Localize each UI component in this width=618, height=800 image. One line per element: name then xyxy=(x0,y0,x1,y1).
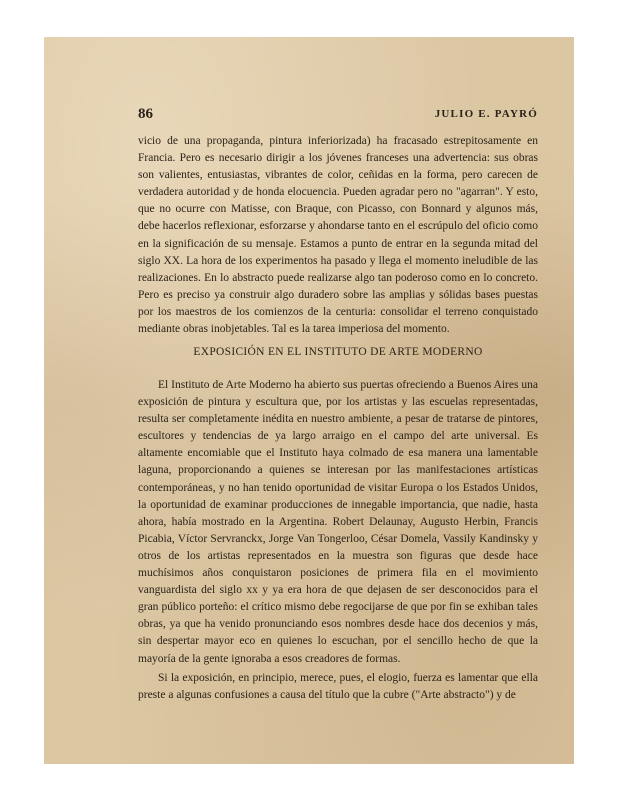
page-header xyxy=(138,106,538,126)
page-number: 86 xyxy=(138,106,153,122)
text-block-1 xyxy=(138,133,538,338)
paragraph-2: El Instituto de Arte Moderno ha abierto sus puertas ofreciendo a Buenos Aires una exposición de pintura y escultura que, por los artistas y las escuelas representadas, resulta ser completamente inédita en nuestro ambiente, a pesar de tratarse de pintores, escultores y tendencias de ya largo arraigo en el campo del arte universal. Es altamente encomiable que el Instituto haya colmado de esa manera una lamentable laguna, proporcionando a quienes se interesan por las manifestaciones artísticas contemporáneas, y no han tenido oportunidad de visitar Europa o los Estados Unidos, la oportunidad de examinar producciones de innegable importancia, que nadie, hasta ahora, había mostrado en la Argentina. Robert Delaunay, Augusto Herbin, Francis Picabia, Víctor Servranckx, Jorge Van Tongerloo, César Domela, Vassily Kandinsky y otros de los artistas representados en la muestra son figuras que desde hace muchísimos años conquistaron posiciones de primera fila en el movimiento vanguardista del siglo xx y ya era hora de que dejasen de ser desconocidos para el gran público porteño: el crítico mismo debe regocijarse de que por fin se exhiban tales obras, ya que ha venido pronunciando esos nombres desde hace dos decenios y más, sin despertar mayor eco en quienes lo escuchan, por el sencillo hecho de que la mayoría de la gente ignoraba a esos creadores de formas. xyxy=(138,379,538,665)
running-head: JULIO E. PAYRÓ xyxy=(434,108,538,120)
paragraph-3: Si la exposición, en principio, merece, pues, el elogio, fuerza es lamentar que ella preste a algunas confusiones a causa del título que la cubre ("Arte abstracto") y de xyxy=(138,671,538,701)
text-block-2 xyxy=(138,377,538,704)
section-heading: EXPOSICIÓN EN EL INSTITUTO DE ARTE MODERNO xyxy=(193,346,483,358)
paragraph-1: vicio de una propaganda, pintura inferiorizada) ha fracasado estrepitosamente en Francia. Pero es necesario dirigir a los jóvenes franceses una advertencia: sus obras son valientes, entusiastas, vibrantes de color, ceñidas en la forma, pero carecen de verdadera autoridad y de honda elocuencia. Pueden agradar pero no "agarran". Y esto, que no ocurre con Matisse, con Braque, con Picasso, con Bonnard y algunos más, debe hacerlos reflexionar, esforzarse y ahondarse tanto en el escrúpulo del oficio como en la significación de su mensaje. Estamos a punto de entrar en la segunda mitad del siglo XX. La hora de los experimentos ha pasado y llega el momento ineludible de las realizaciones. En lo abstracto puede realizarse algo tan poderoso como en lo concreto. Pero es preciso ya construir algo duradero sobre las amplias y sólidas bases puestas por los maestros de los comienzos de la centuria: consolidar el terreno conquistado mediante obras inobjetables. Tal es la tarea imperiosa del momento. xyxy=(138,135,538,336)
